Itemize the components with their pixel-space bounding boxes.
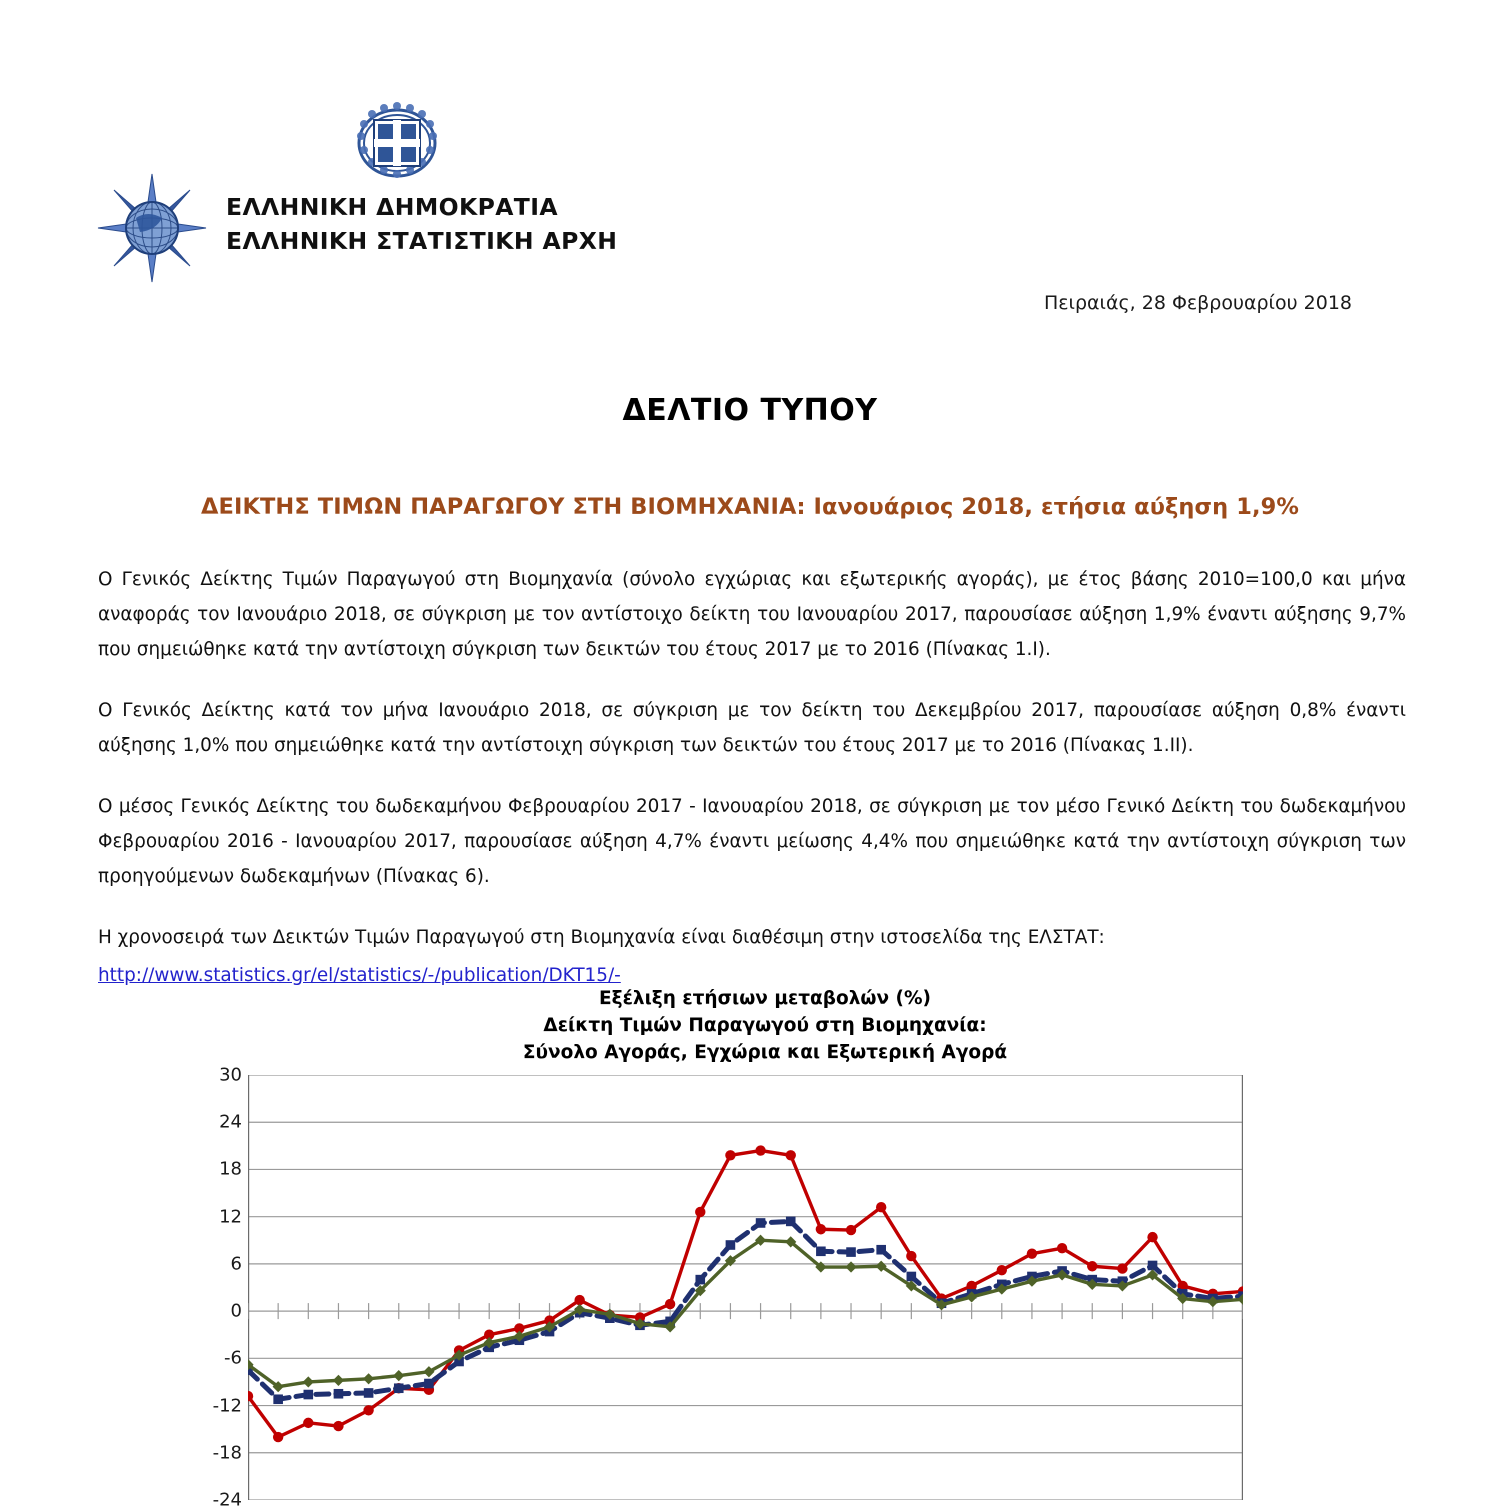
y-tick-label: 30 — [219, 1064, 242, 1086]
elstat-timeseries-link[interactable]: http://www.statistics.gr/el/statistics/-/publication/DKT15/- — [98, 965, 621, 986]
y-tick-label: 12 — [219, 1206, 242, 1228]
publication-date: Πειραιάς, 28 Φεβρουαρίου 2018 — [1043, 292, 1352, 314]
org-name-line-1: ΕΛΛΗΝΙΚΗ ΔΗΜΟΚΡΑΤΙΑ — [226, 193, 558, 221]
y-tick-label: -18 — [212, 1442, 242, 1464]
elstat-compass-globe-icon — [96, 172, 208, 284]
y-tick-label: -6 — [224, 1347, 242, 1369]
page-title: ΔΕΛΤΙΟ ΤΥΠΟΥ — [622, 393, 878, 428]
chart-title-line-3: Σύνολο Αγοράς, Εγχώρια και Εξωτερική Αγορά — [522, 1042, 1008, 1063]
document-subtitle: ΔΕΙΚΤΗΣ ΤΙΜΩΝ ΠΑΡΑΓΩΓΟΥ ΣΤΗ ΒΙΟΜΗΧΑΝΙΑ: Ιανουάριος 2018, ετήσια αύξηση 1,9% — [200, 494, 1300, 520]
paragraph-2: Ο Γενικός Δείκτης κατά τον μήνα Ιανουάριο 2018, σε σύγκριση με τον δείκτη του Δεκεμβρίου 2017, παρουσίασε αύξηση 0,8% έναντι αύξησης 1,0% που σημειώθηκε κατά την αντίστοιχη σύγκριση των δεικτών του έτους 2017 με το 2016 (Πίνακας 1.ΙΙ). — [98, 700, 1406, 756]
document-body — [98, 562, 1406, 993]
chart-y-axis-labels — [190, 1064, 242, 1511]
chart-container — [0, 985, 1500, 1511]
y-tick-label: -12 — [212, 1395, 242, 1417]
y-tick-label: 0 — [230, 1300, 242, 1322]
chart-title — [0, 985, 1500, 1066]
document-header — [0, 0, 1500, 285]
elstat-branding — [96, 100, 617, 284]
paragraph-1: Ο Γενικός Δείκτης Τιμών Παραγωγού στη Βιομηχανία (σύνολο εγχώριας και εξωτερικής αγοράς), με έτος βάσης 2010=100,0 και μήνα αναφοράς τον Ιανουάριο 2018, σε σύγκριση με τον αντίστοιχο δείκτη του Ιανουαρίου 2017, παρουσίασε αύξηση 1,9% έναντι αύξησης 9,7% που σημειώθηκε κατά την αντίστοιχη σύγκριση των δεικτών του έτους 2017 με το 2016 (Πίνακας 1.Ι). — [98, 569, 1406, 660]
chart-plot-area — [248, 1075, 1243, 1500]
y-tick-label: 6 — [230, 1253, 242, 1275]
paragraph-4: Η χρονοσειρά των Δεικτών Τιμών Παραγωγού στη Βιομηχανία είναι διαθέσιμη στην ιστοσελίδα της ΕΛΣΤΑΤ: — [98, 927, 1105, 948]
org-name-line-2: ΕΛΛΗΝΙΚΗ ΣΤΑΤΙΣΤΙΚΗ ΑΡΧΗ — [226, 227, 618, 255]
chart-title-line-1: Εξέλιξη ετήσιων μεταβολών (%) — [599, 988, 931, 1009]
y-tick-label: 18 — [219, 1158, 242, 1180]
chart-title-line-2: Δείκτη Τιμών Παραγωγού στη Βιομηχανία: — [543, 1015, 987, 1036]
y-tick-label: -24 — [212, 1489, 242, 1511]
chart-plot-holder — [0, 1064, 1500, 1511]
y-tick-label: 24 — [219, 1111, 242, 1133]
paragraph-3: Ο μέσος Γενικός Δείκτης του δωδεκαμήνου Φεβρουαρίου 2017 - Ιανουαρίου 2018, σε σύγκριση με τον μέσο Γενικό Δείκτη του δωδεκαμήνου Φεβρουαρίου 2016 - Ιανουαρίου 2017, παρουσίασε αύξηση 4,7% έναντι μείωσης 4,4% που σημειώθηκε κατά την αντίστοιχη σύγκριση των προηγούμενων δωδεκαμήνων (Πίνακας 6). — [98, 796, 1406, 887]
greek-coat-of-arms-icon — [354, 100, 440, 186]
